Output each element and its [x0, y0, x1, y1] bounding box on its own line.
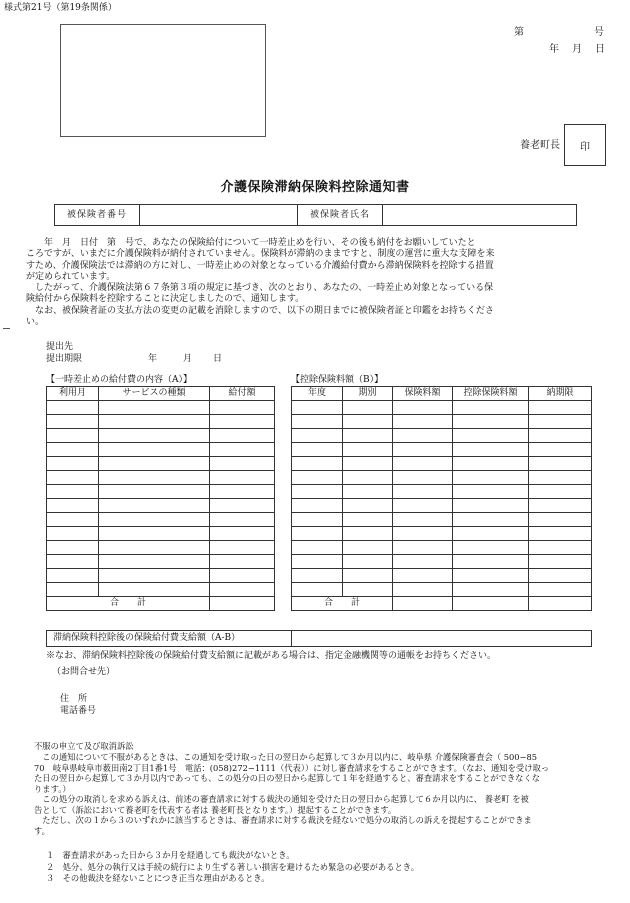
- table-a-cell: [99, 555, 210, 569]
- table-b-cell: [453, 401, 529, 415]
- table-b-row: [292, 401, 592, 415]
- address-window: [60, 24, 266, 137]
- table-b-cell: [393, 527, 453, 541]
- table-a-cell: [47, 443, 99, 457]
- table-b-header: 控除保険料額: [453, 387, 529, 401]
- table-a-row: [47, 471, 275, 485]
- table-b-cell: [453, 527, 529, 541]
- table-a-cell: [210, 471, 275, 485]
- table-a-cell: [99, 541, 210, 555]
- document-number-suffix: 号: [594, 27, 604, 38]
- document-number-prefix: 第: [514, 27, 524, 38]
- table-b-header: 保険料額: [393, 387, 453, 401]
- table-a-header: サービスの種類: [99, 387, 210, 401]
- table-b-cell: [292, 443, 343, 457]
- appeal-line: た日の翌日から起算して３か月以内であっても、この処分の日の翌日から起算して１年を経過すると、審査請求をすることができなくな: [34, 773, 541, 783]
- insured-name-label: 被保険者氏名: [298, 205, 383, 226]
- table-a-cell: [210, 541, 275, 555]
- table-b-cell: [453, 443, 529, 457]
- table-b-cell: [343, 485, 393, 499]
- deadline-year: 年: [148, 354, 158, 364]
- table-a-cell: [99, 569, 210, 583]
- table-a-header: 給付額: [210, 387, 275, 401]
- table-b-cell: [529, 471, 592, 485]
- table-a-cell: [47, 583, 99, 597]
- table-b-cell: [292, 527, 343, 541]
- table-b-cell: [292, 569, 343, 583]
- table-b-cell: [393, 401, 453, 415]
- table-b-cell: [393, 541, 453, 555]
- appeal-heading: 不服の申立て及び取消訴訟: [34, 741, 134, 751]
- contact-address-label: 住 所: [60, 694, 88, 704]
- table-a-row: [47, 401, 275, 415]
- table-a-cell: [99, 415, 210, 429]
- table-a-cell: [99, 499, 210, 513]
- table-a-cell: [47, 541, 99, 555]
- body-line: したがって、介護保険法第６７条第３項の規定に基づき、次のとおり、あなたの、一時差止め対象となっている保: [26, 283, 494, 294]
- table-b-cell: [393, 499, 453, 513]
- table-b-cell: [453, 583, 529, 597]
- table-b-cell: [292, 485, 343, 499]
- table-a-cell: [47, 485, 99, 499]
- table-a: [46, 386, 275, 611]
- body-line: なお、被保険者証の支払方法の変更の記載を消除しますので、以下の期日までに被保険者証と印鑑をお持ちくださ: [26, 305, 494, 316]
- table-a-cell: [210, 415, 275, 429]
- table-b-caption: 【控除保険料額（B）】: [291, 375, 384, 385]
- body-line: 険給付から保険料を控除することに決定しましたので、通知します。: [26, 294, 305, 305]
- table-a-row: [47, 499, 275, 513]
- table-b-row: [292, 429, 592, 443]
- table-b-cell: [292, 513, 343, 527]
- table-b-row: [292, 583, 592, 597]
- issue-date-day: 日: [595, 44, 605, 55]
- table-b-cell: [453, 429, 529, 443]
- body-text: [26, 238, 626, 328]
- table-b-cell: [393, 583, 453, 597]
- table-a-cell: [210, 443, 275, 457]
- table-b-cell: [529, 527, 592, 541]
- table-a-cell: [47, 555, 99, 569]
- table-b-row: [292, 499, 592, 513]
- body-line: 年 月 日付 第 号で、あなたの保険給付について一時差止めを行い、その後も納付をお願いしていたと: [26, 238, 476, 248]
- payment-value: [292, 631, 592, 647]
- table-b-cell: [292, 499, 343, 513]
- appeal-line: 告として（訴訟において養老町を代表する者は 養老町長となります。）提起することができます。: [34, 804, 397, 815]
- table-a-row: [47, 485, 275, 499]
- table-b-cell: [292, 457, 343, 471]
- table-b-cell: [343, 583, 393, 597]
- table-b-cell: [453, 541, 529, 555]
- table-b-cell: [453, 499, 529, 513]
- table-b-cell: [529, 569, 592, 583]
- table-b-total-cell: [453, 597, 529, 611]
- table-b-cell: [343, 457, 393, 471]
- table-a-header: 利用月: [47, 387, 99, 401]
- table-b-row: [292, 443, 592, 457]
- table-a-cell: [47, 429, 99, 443]
- table-a-cell: [210, 499, 275, 513]
- table-a-cell: [210, 485, 275, 499]
- table-b-cell: [453, 485, 529, 499]
- deadline-month: 月: [183, 354, 193, 364]
- appeal-line: ただし、次の１から３のいずれかに該当するときは、審査請求に対する裁決を経ないで処分の取消しの訴えを提起することができま: [34, 815, 532, 825]
- table-b-cell: [453, 569, 529, 583]
- table-b-cell: [393, 443, 453, 457]
- table-a-cell: [47, 513, 99, 527]
- table-b-cell: [393, 429, 453, 443]
- table-a-cell: [47, 415, 99, 429]
- table-b-cell: [292, 583, 343, 597]
- body-line: が定められています。: [26, 271, 116, 282]
- table-a-cell: [47, 569, 99, 583]
- table-a-cell: [210, 569, 275, 583]
- table-b-cell: [529, 583, 592, 597]
- table-b-row: [292, 527, 592, 541]
- table-a-cell: [99, 429, 210, 443]
- table-a-row: [47, 583, 275, 597]
- appeal-items: [46, 850, 606, 885]
- table-a-cell: [210, 429, 275, 443]
- appeal-item: ２ 処分、処分の執行又は手続の続行により生ずる著しい損害を避けるため緊急の必要があるとき。: [46, 861, 420, 872]
- table-a-cell: [210, 457, 275, 471]
- table-b-cell: [292, 555, 343, 569]
- form-id: 様式第21号（第19条関係）: [4, 3, 117, 13]
- table-b-cell: [393, 555, 453, 569]
- table-b-total-cell: [393, 597, 453, 611]
- table-a-cell: [47, 527, 99, 541]
- table-b: [291, 386, 592, 611]
- issue-date-month: 月: [572, 44, 582, 55]
- table-b-cell: [343, 513, 393, 527]
- table-a-cell: [210, 555, 275, 569]
- table-b-cell: [292, 541, 343, 555]
- appeal-line: この通知について不服があるときは、この通知を受け取った日の翌日から起算して３か月以内に、岐阜県 介護保険審査会（ 500−85: [34, 752, 538, 762]
- table-b-cell: [529, 555, 592, 569]
- margin-tick: [3, 328, 10, 329]
- appeal-item: ３ その他裁決を経ないことにつき正当な理由があるとき。: [46, 873, 270, 883]
- table-a-cell: [99, 583, 210, 597]
- table-b-cell: [343, 471, 393, 485]
- table-b-cell: [453, 555, 529, 569]
- body-line: すため、介護保険法では滞納の方に対し、一時差止めの対象となっている介護給付費から滞納保険料を控除する措置: [26, 260, 494, 271]
- appeal-line: 70 岐阜県岐阜市薮田南2丁目1番1号 電話：(058)272−1111（代表））に対し審査請求をすることができます。（なお、通知を受け取っ: [34, 762, 550, 773]
- table-a-cell: [47, 457, 99, 471]
- table-a-cell: [210, 513, 275, 527]
- table-a-cell: [99, 485, 210, 499]
- table-a-cell: [47, 401, 99, 415]
- issue-date-year: 年: [549, 44, 559, 55]
- table-b-cell: [343, 429, 393, 443]
- table-a-row: [47, 415, 275, 429]
- table-b-cell: [343, 569, 393, 583]
- table-b-cell: [292, 471, 343, 485]
- appeal-item: １ 審査請求があった日から３か月を経過しても裁決がないとき。: [46, 850, 295, 860]
- seal-box: [564, 124, 606, 166]
- table-a-row: [47, 569, 275, 583]
- table-a-cell: [99, 443, 210, 457]
- insured-number-label: 被保険者番号: [55, 205, 140, 226]
- table-a-total-value: [210, 597, 275, 611]
- table-a-row: [47, 527, 275, 541]
- table-a-caption: 【一時差止めの給付費の内容（A）】: [46, 375, 193, 385]
- submission-deadline-label: 提出期限: [46, 354, 83, 364]
- table-b-cell: [529, 499, 592, 513]
- table-b-cell: [453, 471, 529, 485]
- table-b-cell: [529, 415, 592, 429]
- deadline-day: 日: [213, 354, 223, 364]
- table-b-cell: [393, 457, 453, 471]
- table-a-row: [47, 429, 275, 443]
- table-a-cell: [47, 471, 99, 485]
- table-a-cell: [210, 583, 275, 597]
- contact-header: （お問合せ先）: [52, 667, 116, 677]
- table-a-row: [47, 513, 275, 527]
- table-b-cell: [529, 429, 592, 443]
- table-b-cell: [393, 485, 453, 499]
- table-a-row: [47, 443, 275, 457]
- table-b-row: [292, 555, 592, 569]
- table-b-cell: [343, 401, 393, 415]
- issuer: 養老町長: [520, 140, 560, 151]
- table-a-cell: [99, 527, 210, 541]
- table-b-row: [292, 513, 592, 527]
- table-b-cell: [292, 415, 343, 429]
- table-a-row: [47, 541, 275, 555]
- table-b-cell: [529, 485, 592, 499]
- table-b-cell: [292, 401, 343, 415]
- table-b-header: 期別: [343, 387, 393, 401]
- table-b-cell: [343, 415, 393, 429]
- table-b-row: [292, 457, 592, 471]
- table-b-cell: [343, 499, 393, 513]
- table-b-cell: [343, 541, 393, 555]
- table-b-row: [292, 569, 592, 583]
- table-b-row: [292, 415, 592, 429]
- table-b-cell: [343, 527, 393, 541]
- table-b-row: [292, 471, 592, 485]
- table-a-cell: [47, 499, 99, 513]
- table-b-cell: [453, 457, 529, 471]
- table-b-total-cell: [529, 597, 592, 611]
- table-b-cell: [529, 541, 592, 555]
- appeal-line: す。: [34, 825, 50, 836]
- table-b-cell: [343, 443, 393, 457]
- table-b-cell: [453, 513, 529, 527]
- table-a-cell: [99, 457, 210, 471]
- table-b-cell: [292, 429, 343, 443]
- table-b-cell: [393, 471, 453, 485]
- table-a-cell: [99, 471, 210, 485]
- seal-label: 印: [580, 141, 590, 153]
- table-b-row: [292, 485, 592, 499]
- body-line: ころですが、いまだに介護保険料が納付されていません。保険料が滞納のままですと、制度の運営に重大な支障を来: [26, 249, 495, 260]
- insured-name-value: [383, 205, 577, 226]
- appeal-line: この処分の取消しを求める訴えは、前述の審査請求に対する裁決の通知を受けた日の翌日から起算して６か月以内に、 養老町 を被: [34, 794, 529, 804]
- document-title: 介護保険滞納保険料控除通知書: [220, 180, 410, 195]
- table-b-cell: [393, 513, 453, 527]
- table-b-cell: [529, 443, 592, 457]
- table-a-cell: [210, 527, 275, 541]
- table-a-cell: [99, 513, 210, 527]
- appeal-body: [34, 752, 628, 836]
- body-line: い。: [26, 317, 45, 328]
- table-b-cell: [529, 457, 592, 471]
- table-b-header: 納期限: [529, 387, 592, 401]
- insured-number-value: [140, 205, 298, 226]
- table-b-total-label: 合 計: [292, 597, 393, 611]
- table-a-total-label: 合 計: [47, 597, 210, 611]
- table-b-row: [292, 541, 592, 555]
- table-b-header: 年度: [292, 387, 343, 401]
- table-a-cell: [210, 401, 275, 415]
- table-b-cell: [529, 513, 592, 527]
- table-b-cell: [529, 401, 592, 415]
- appeal-line: ります。）: [34, 783, 71, 794]
- table-b-cell: [343, 555, 393, 569]
- payment-table: [46, 630, 592, 647]
- table-a-cell: [99, 401, 210, 415]
- table-b-cell: [393, 569, 453, 583]
- table-a-row: [47, 555, 275, 569]
- contact-phone-label: 電話番号: [60, 706, 97, 716]
- table-a-row: [47, 457, 275, 471]
- note: ※なお、滞納保険料控除後の保険給付費支給額に記載がある場合は、指定金融機関等の通帳をお持ちください。: [46, 651, 497, 661]
- submission-to-label: 提出先: [46, 342, 74, 352]
- payment-label: 滞納保険料控除後の保険給付費支給額（A-B）: [47, 631, 292, 647]
- insured-table: [54, 204, 577, 226]
- table-b-cell: [453, 415, 529, 429]
- table-b-cell: [393, 415, 453, 429]
